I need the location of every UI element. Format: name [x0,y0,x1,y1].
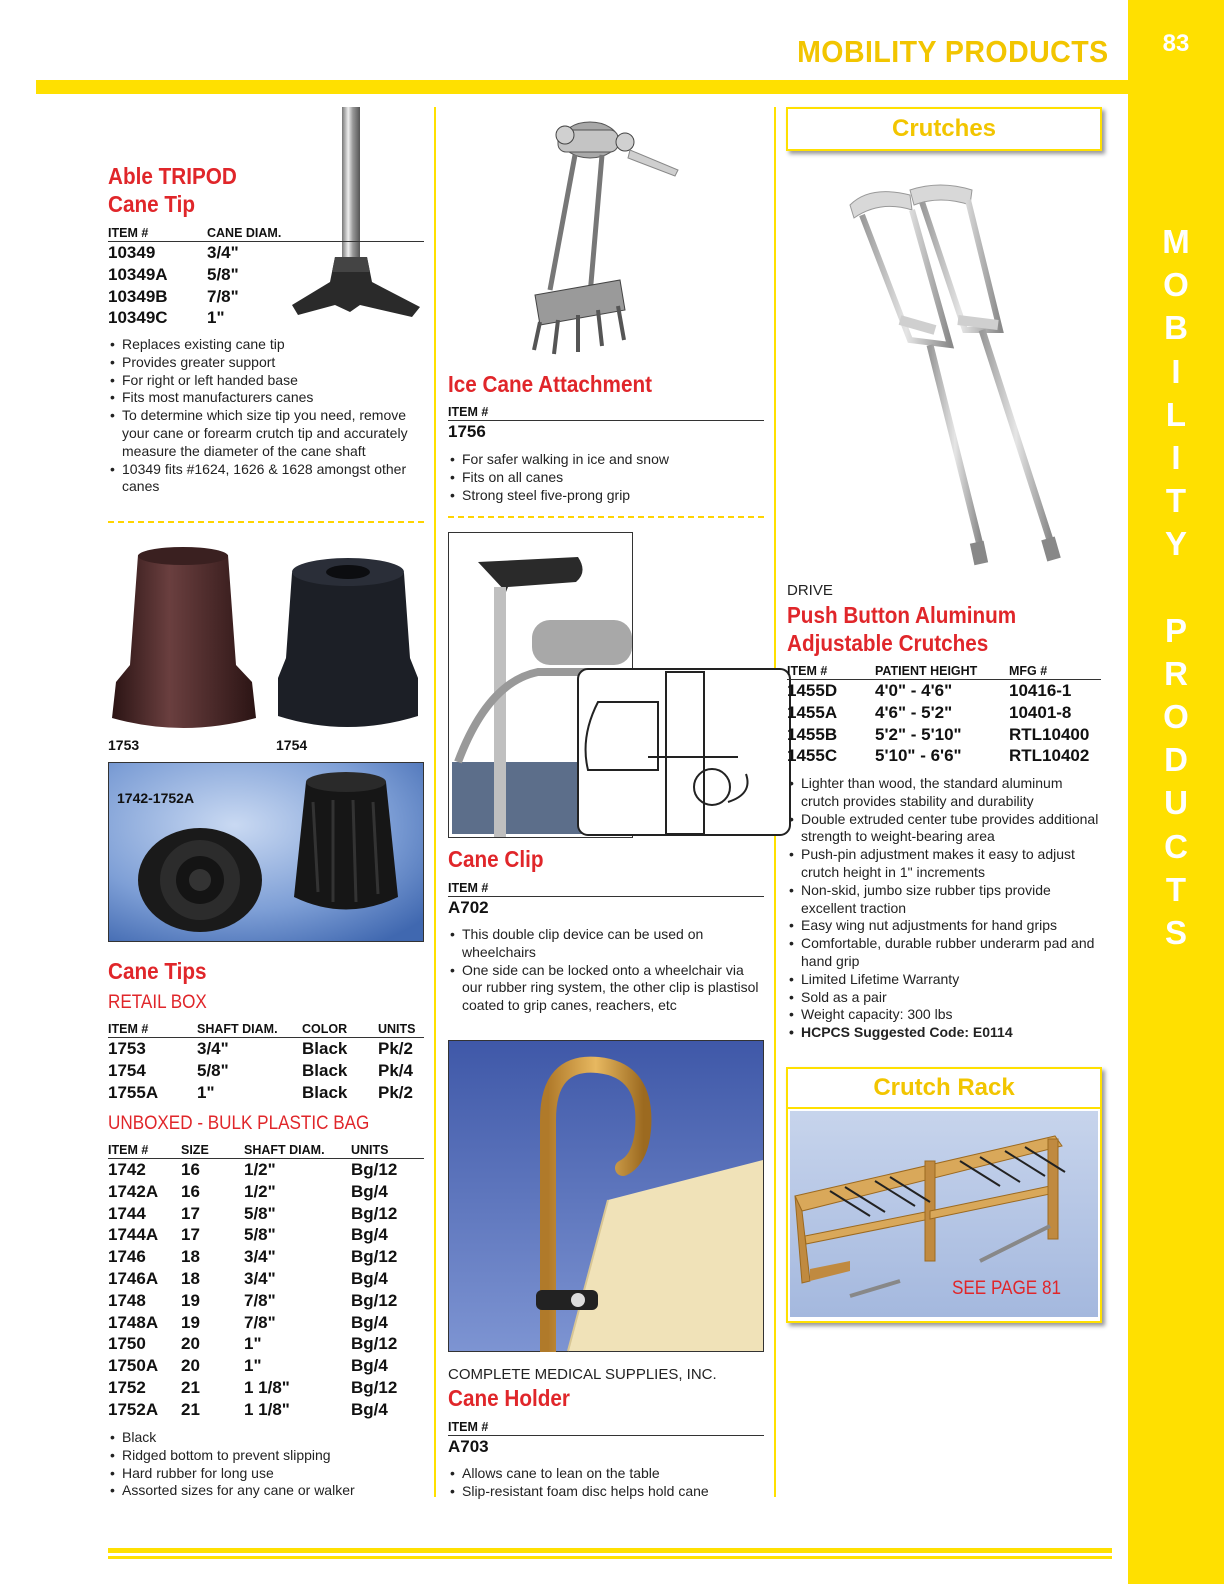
table-cell: 1744 [108,1203,146,1223]
holder-title: Cane Holder [448,1385,570,1411]
table-header: PATIENT HEIGHT [875,664,1009,680]
tripod-bullets [108,336,418,496]
dashed-divider [448,516,764,518]
item-number: 1756 [448,422,486,441]
sidebar-letter: M [1162,223,1190,260]
table-cell: 3/4" [244,1247,276,1267]
table-cell: 10349A [108,264,168,284]
table-cell: Bg/4 [351,1181,388,1201]
table-row [108,1377,424,1399]
ice-bullets [448,451,764,504]
cane-clip-image [448,532,791,838]
ice-spec-table [448,405,764,443]
list-item: • Double extruded center tube provides additional strength to weight-bearing area [787,811,1103,847]
crutches-spec-table [787,664,1101,767]
table-header: ITEM # [787,664,875,680]
table-cell: 21 [181,1377,200,1397]
table-cell: 5/8" [244,1225,276,1245]
table-cell: 1753 [108,1039,146,1058]
list-item: • Weight capacity: 300 lbs [787,1006,1103,1024]
sidebar-letter: I [1171,438,1181,476]
sidebar-letter: I [1171,352,1181,390]
table-cell: 1744A [108,1225,159,1245]
table-cell: 10416-1 [1009,681,1072,700]
table-row [787,702,1101,724]
table-cell: 18 [181,1268,200,1288]
clip-title: Cane Clip [448,846,544,872]
sidebar-letter: Y [1164,525,1187,563]
dashed-divider [108,521,424,523]
page-title: MOBILITY PRODUCTS [797,34,1109,69]
hcpcs-code: • HCPCS Suggested Code: E0114 [787,1024,1103,1042]
table-header: CANE DIAM. [207,226,424,242]
table-cell: Black [302,1082,348,1102]
bulk-subtitle: UNBOXED - BULK PLASTIC BAG [108,1113,370,1134]
table-cell: 1752 [108,1377,146,1397]
list-item: • For safer walking in ice and snow [448,451,764,469]
table-cell: 1750 [108,1334,146,1354]
table-header: ITEM # [448,881,764,897]
cane-tip-1753-image [108,540,263,732]
table-cell: 1455C [787,746,838,766]
table-cell: 1/2" [244,1160,276,1179]
footer-rule [108,1556,1112,1559]
crutches-section-header: Crutches [786,107,1102,151]
table-row [787,724,1101,746]
table-row [108,1224,424,1246]
table-cell: 1" [244,1356,262,1376]
table-row [108,1203,424,1225]
cane-tips-1742-image [108,762,424,942]
table-header: ITEM # [448,405,764,421]
table-cell: 1752A [108,1399,159,1419]
table-cell: 7/8" [244,1312,276,1332]
image-label-1754: 1754 [276,737,308,753]
list-item: • Strong steel five-prong grip [448,487,764,505]
table-cell: Bg/12 [351,1203,398,1223]
table-row [108,1399,424,1421]
ice-cane-attachment-image [520,110,680,358]
table-row [108,1290,424,1312]
item-number: A703 [448,1437,489,1456]
crutches-image [840,180,1080,575]
table-cell: Bg/4 [351,1312,388,1332]
list-item: • Easy wing nut adjustments for hand grips [787,917,1103,935]
table-cell: 1455A [787,702,838,722]
table-header: COLOR [302,1022,378,1038]
list-item: • Fits most manufacturers canes [108,389,418,407]
crutches-bullets [787,775,1103,1042]
clip-spec-table [448,881,764,919]
ice-title: Ice Cane Attachment [448,371,652,397]
table-cell: 10349C [108,308,168,328]
table-row [108,1268,424,1290]
table-cell: 5'10" - 6'6" [875,746,962,766]
table-cell: 18 [181,1247,200,1267]
clip-bullets [448,926,764,1015]
table-cell: 1746A [108,1268,159,1288]
table-cell: 3/4" [207,243,239,262]
list-item: • Sold as a pair [787,989,1103,1007]
list-item: • 10349 fits #1624, 1626 & 1628 amongst other canes [108,461,418,497]
table-row [108,1246,424,1268]
table-row [108,286,424,308]
list-item: • Slip-resistant foam disc helps hold cane [448,1483,764,1501]
table-cell: 1748A [108,1312,159,1332]
table-row [108,1181,424,1203]
table-cell: Bg/4 [351,1399,388,1419]
list-item: • Non-skid, jumbo size rubber tips provide excellent traction [787,882,1103,918]
table-row [108,1355,424,1377]
cane-tips-bullets [108,1429,418,1500]
footer-rule [108,1548,1112,1553]
table-cell: Pk/4 [378,1060,413,1080]
sidebar-letter: L [1165,395,1187,433]
sidebar-letter: O [1163,698,1189,736]
table-header: SHAFT DIAM. [244,1143,351,1159]
table-row [108,1038,424,1060]
list-item: • Assorted sizes for any cane or walker [108,1482,418,1500]
sidebar-letter: S [1164,914,1187,951]
table-cell: 1742A [108,1181,159,1201]
table-row [787,745,1101,767]
table-cell: Bg/12 [351,1247,398,1267]
table-cell: 4'0" - 4'6" [875,681,953,700]
holder-bullets [448,1465,764,1501]
table-cell: 1742 [108,1160,146,1179]
table-cell: Bg/12 [351,1290,398,1310]
see-page-note: SEE PAGE 81 [952,1278,1061,1299]
image-label-1742: 1742-1752A [117,790,195,806]
table-cell: 5/8" [244,1203,276,1223]
list-item: • To determine which size tip you need, remove your cane or forearm crutch tip and accurately measure the diameter of the cane shaft [108,407,418,460]
table-cell: Black [302,1060,348,1080]
table-cell: 4'6" - 5'2" [875,702,953,722]
table-cell: Black [302,1039,348,1058]
table-cell: 1455B [787,724,838,744]
list-item: • Replaces existing cane tip [108,336,418,354]
table-header: ITEM # [108,1022,197,1038]
table-cell: 1754 [108,1060,146,1080]
sidebar-letter: D [1164,741,1188,779]
table-header: ITEM # [448,1420,764,1436]
table-cell: 17 [181,1225,200,1245]
column-divider [434,107,436,1497]
table-header: MFG # [1009,664,1101,680]
table-cell: 17 [181,1203,200,1223]
table-cell: 16 [181,1160,200,1179]
table-row [787,680,1101,702]
table-cell: Bg/4 [351,1225,388,1245]
table-cell: Bg/4 [351,1356,388,1376]
list-item: • Black [108,1429,418,1447]
table-cell: Bg/4 [351,1268,388,1288]
sidebar-letter: T [1165,870,1187,908]
sidebar-letter: C [1164,827,1188,865]
sidebar-letter: P [1164,611,1187,649]
cane-holder-image [448,1040,764,1352]
table-cell: 10349B [108,286,168,306]
list-item: • This double clip device can be used on wheelchairs [448,926,764,962]
table-row [108,264,424,286]
sidebar-letter: O [1163,266,1189,304]
table-cell: 1746 [108,1247,146,1267]
table-row [108,1159,424,1181]
sidebar-vertical-title [1128,220,1224,954]
table-cell: 5/8" [207,264,239,284]
retail-spec-table [108,1022,424,1103]
table-cell: 20 [181,1356,200,1376]
table-cell: 1455D [787,681,838,700]
sidebar-letter: B [1164,309,1188,347]
list-item: • Push-pin adjustment makes it easy to adjust crutch height in 1" increments [787,846,1103,882]
sidebar-letter [1128,566,1224,609]
list-item: • Lighter than wood, the standard aluminum crutch provides stability and durability [787,775,1103,811]
table-cell: 5/8" [197,1060,229,1080]
table-cell: 7/8" [244,1290,276,1310]
table-cell: 3/4" [197,1039,229,1058]
table-cell: 1748 [108,1290,146,1310]
table-row [108,1060,424,1082]
sidebar-letter: U [1164,784,1188,822]
table-header: SHAFT DIAM. [197,1022,302,1038]
page-number: 83 [1162,30,1190,57]
table-row [108,1082,424,1104]
list-item: • For right or left handed base [108,372,418,390]
table-cell: 19 [181,1290,200,1310]
table-cell: 3/4" [244,1268,276,1288]
list-item: • Fits on all canes [448,469,764,487]
table-cell: Bg/12 [351,1377,398,1397]
list-item: • One side can be locked onto a wheelchair via our rubber ring system, the other clip is plastisol coated to grip canes, reachers, etc [448,962,764,1015]
list-item: • Hard rubber for long use [108,1465,418,1483]
retail-box-subtitle: RETAIL BOX [108,992,207,1013]
table-cell: 1" [207,308,225,328]
table-cell: 1" [244,1334,262,1354]
table-cell: 1" [197,1082,215,1102]
table-header: UNITS [378,1022,424,1038]
tripod-spec-table [108,226,424,329]
table-cell: 10401-8 [1009,702,1072,722]
table-cell: 20 [181,1334,200,1354]
list-item: • Allows cane to lean on the table [448,1465,764,1483]
tripod-title: Able TRIPOD Cane Tip [108,163,237,217]
table-cell: Bg/12 [351,1334,398,1354]
holder-brand: COMPLETE MEDICAL SUPPLIES, INC. [448,1366,717,1383]
table-cell: RTL10400 [1009,724,1090,744]
table-cell: 1750A [108,1356,159,1376]
item-number: A702 [448,898,489,917]
table-header: UNITS [351,1143,424,1159]
table-cell: 7/8" [207,286,239,306]
cane-tip-1754-image [272,548,424,728]
list-item: • Limited Lifetime Warranty [787,971,1103,989]
table-cell: 21 [181,1399,200,1419]
table-row [108,1333,424,1355]
sidebar-letter: R [1164,654,1188,692]
table-row [108,307,424,329]
table-cell: 16 [181,1181,200,1201]
table-cell: 10349 [108,243,156,262]
bulk-spec-table [108,1143,424,1421]
table-header: ITEM # [108,1143,181,1159]
table-cell: Pk/2 [378,1082,413,1102]
table-header: ITEM # [108,226,207,242]
table-header: SIZE [181,1143,244,1159]
table-cell: 1 1/8" [244,1377,290,1397]
crutches-brand: DRIVE [787,582,833,599]
crutches-title: Push Button Aluminum Adjustable Crutches [787,602,1017,656]
list-item: • Ridged bottom to prevent slipping [108,1447,418,1465]
table-cell: 1/2" [244,1181,276,1201]
header-rule [36,80,1128,94]
crutch-rack-section-header: Crutch Rack [786,1067,1102,1109]
table-cell: 5'2" - 5'10" [875,724,962,744]
table-cell: 19 [181,1312,200,1332]
holder-spec-table [448,1420,764,1458]
table-cell: Bg/12 [351,1160,398,1179]
table-cell: RTL10402 [1009,746,1090,766]
list-item: • Comfortable, durable rubber underarm pad and hand grip [787,935,1103,971]
cane-tips-title: Cane Tips [108,958,207,984]
image-label-1753: 1753 [108,737,140,753]
table-cell: 1755A [108,1082,159,1102]
sidebar-letter: T [1165,482,1187,520]
table-row [108,1312,424,1334]
list-item: • Provides greater support [108,354,418,372]
table-row [108,242,424,264]
table-cell: 1 1/8" [244,1399,290,1419]
table-cell: Pk/2 [378,1039,413,1058]
